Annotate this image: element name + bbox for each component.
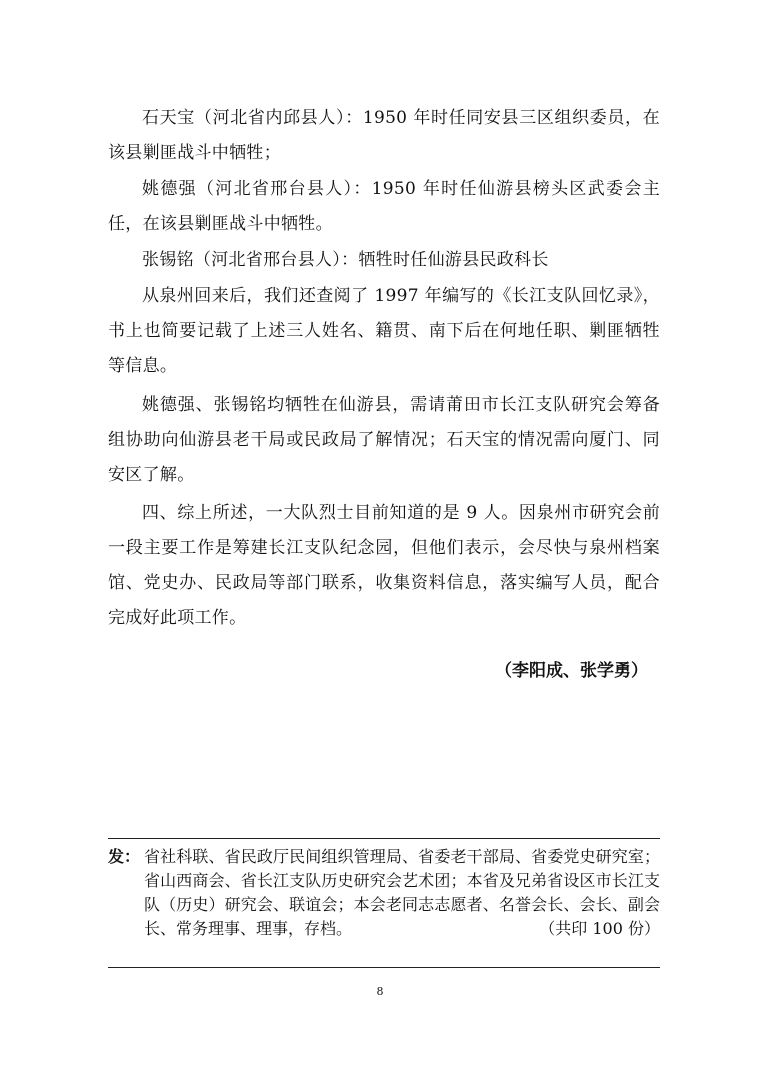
page-number: 8: [376, 985, 384, 998]
paragraph-follow-up-request: 姚德强、张锡铭均牺牲在仙游县，需请莆田市长江支队研究会筹备组协助向仙游县老干局或民政局了解情况；石天宝的情况需向厦门、同安区了解。: [108, 395, 660, 485]
distribution-top-rule: [108, 838, 660, 839]
paragraph-shi-tianbao: 石天宝（河北省内邱县人）：1950 年时任同安县三区组织委员，在该县剿匪战斗中牺牲；: [108, 108, 660, 163]
copies-count: （共印 100 份）: [539, 919, 660, 938]
paragraph-summary: 四、综上所述，一大队烈士目前知道的是 9 人。因泉州市研究会前一段主要工作是筹建长江支队纪念园，但他们表示，会尽快与泉州档案馆、党史办、民政局等部门联系，收集资料信息，落实编写人员，配合完成好此项工作。: [108, 503, 660, 628]
paragraph-yao-deqiang: 姚德强（河北省邢台县人）：1950 年时任仙游县榜头区武委会主任，在该县剿匪战斗中牺牲。: [108, 179, 660, 234]
distribution-recipient-list: 省社科联、省民政厅民间组织管理局、省委老干部局、省委党史研究室；省山西商会、省长江支队历史研究会艺术团；本省及兄弟省设区市长江支队（历史）研究会、联谊会；本会老同志志愿者、名誉会长、会长、副会长、常务理事、理事，存档。: [144, 847, 660, 938]
distribution-recipients: [144, 845, 660, 941]
paragraph-memoir-reference: 从泉州回来后，我们还查阅了 1997 年编写的《长江支队回忆录》，书上也简要记载了上述三人姓名、籍贯、南下后在何地任职、剿匪牺牲等信息。: [108, 286, 660, 376]
distribution-label: 发：: [108, 847, 141, 866]
author-signature: （李阳成、张学勇）: [495, 661, 648, 681]
distribution-bottom-rule: [108, 967, 660, 968]
distribution-block: [108, 845, 660, 941]
paragraph-zhang-ximing: 张锡铭（河北省邢台县人）：牺牲时任仙游县民政科长: [142, 250, 549, 270]
